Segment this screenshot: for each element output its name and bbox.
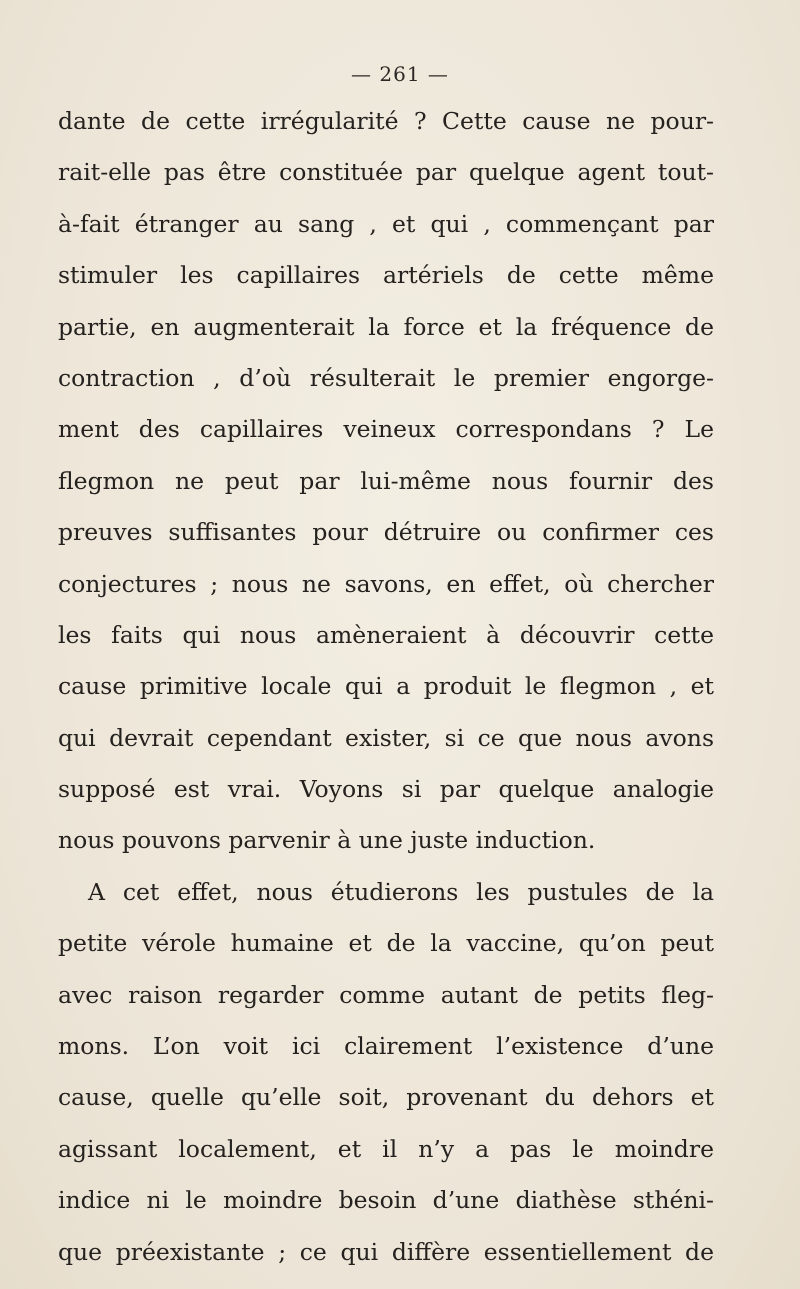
text-line: que préexistante ; ce qui diffère essentiellement de bbox=[58, 1237, 714, 1266]
page-number: — 261 — bbox=[351, 62, 449, 86]
text-line: indice ni le moindre besoin d’une diathèse sthéni- bbox=[58, 1186, 714, 1215]
text-line: A cet effet, nous étudierons les pustules de la bbox=[88, 877, 714, 906]
text-line: contraction , d’où résulterait le premier engorge- bbox=[58, 363, 714, 392]
text-line: cause primitive locale qui a produit le flegmon , et bbox=[58, 672, 714, 701]
text-line: petite vérole humaine et de la vaccine, qu’on peut bbox=[58, 929, 714, 958]
text-line: ment des capillaires veineux correspondans ? Le bbox=[58, 415, 714, 444]
text-line: mons. L’on voit ici clairement l’existence d’une bbox=[58, 1032, 714, 1061]
text-line: avec raison regarder comme autant de petits fleg- bbox=[58, 980, 714, 1009]
text-line: à-fait étranger au sang , et qui , commençant par bbox=[58, 209, 714, 238]
text-line: conjectures ; nous ne savons, en effet, où chercher bbox=[58, 569, 714, 598]
text-line: les faits qui nous amèneraient à découvrir cette bbox=[58, 620, 714, 649]
text-line: cause, quelle qu’elle soit, provenant du dehors et bbox=[58, 1083, 714, 1112]
text-line: flegmon ne peut par lui-même nous fournir des bbox=[58, 466, 714, 495]
text-line: agissant localement, et il n’y a pas le moindre bbox=[58, 1134, 714, 1163]
text-line: partie, en augmenterait la force et la fréquence de bbox=[58, 312, 714, 341]
text-line: supposé est vrai. Voyons si par quelque analogie bbox=[58, 775, 714, 804]
text-line: preuves suffisantes pour détruire ou confirmer ces bbox=[58, 518, 714, 547]
text-line: rait-elle pas être constituée par quelque agent tout- bbox=[58, 158, 714, 187]
body-text bbox=[58, 96, 714, 1278]
text-line: stimuler les capillaires artériels de cette même bbox=[58, 261, 714, 290]
text-line: dante de cette irrégularité ? Cette cause ne pour- bbox=[58, 107, 714, 135]
text-line: nous pouvons parvenir à une juste induction. bbox=[58, 826, 596, 855]
text-line: qui devrait cependant exister, si ce que nous avons bbox=[58, 723, 714, 752]
